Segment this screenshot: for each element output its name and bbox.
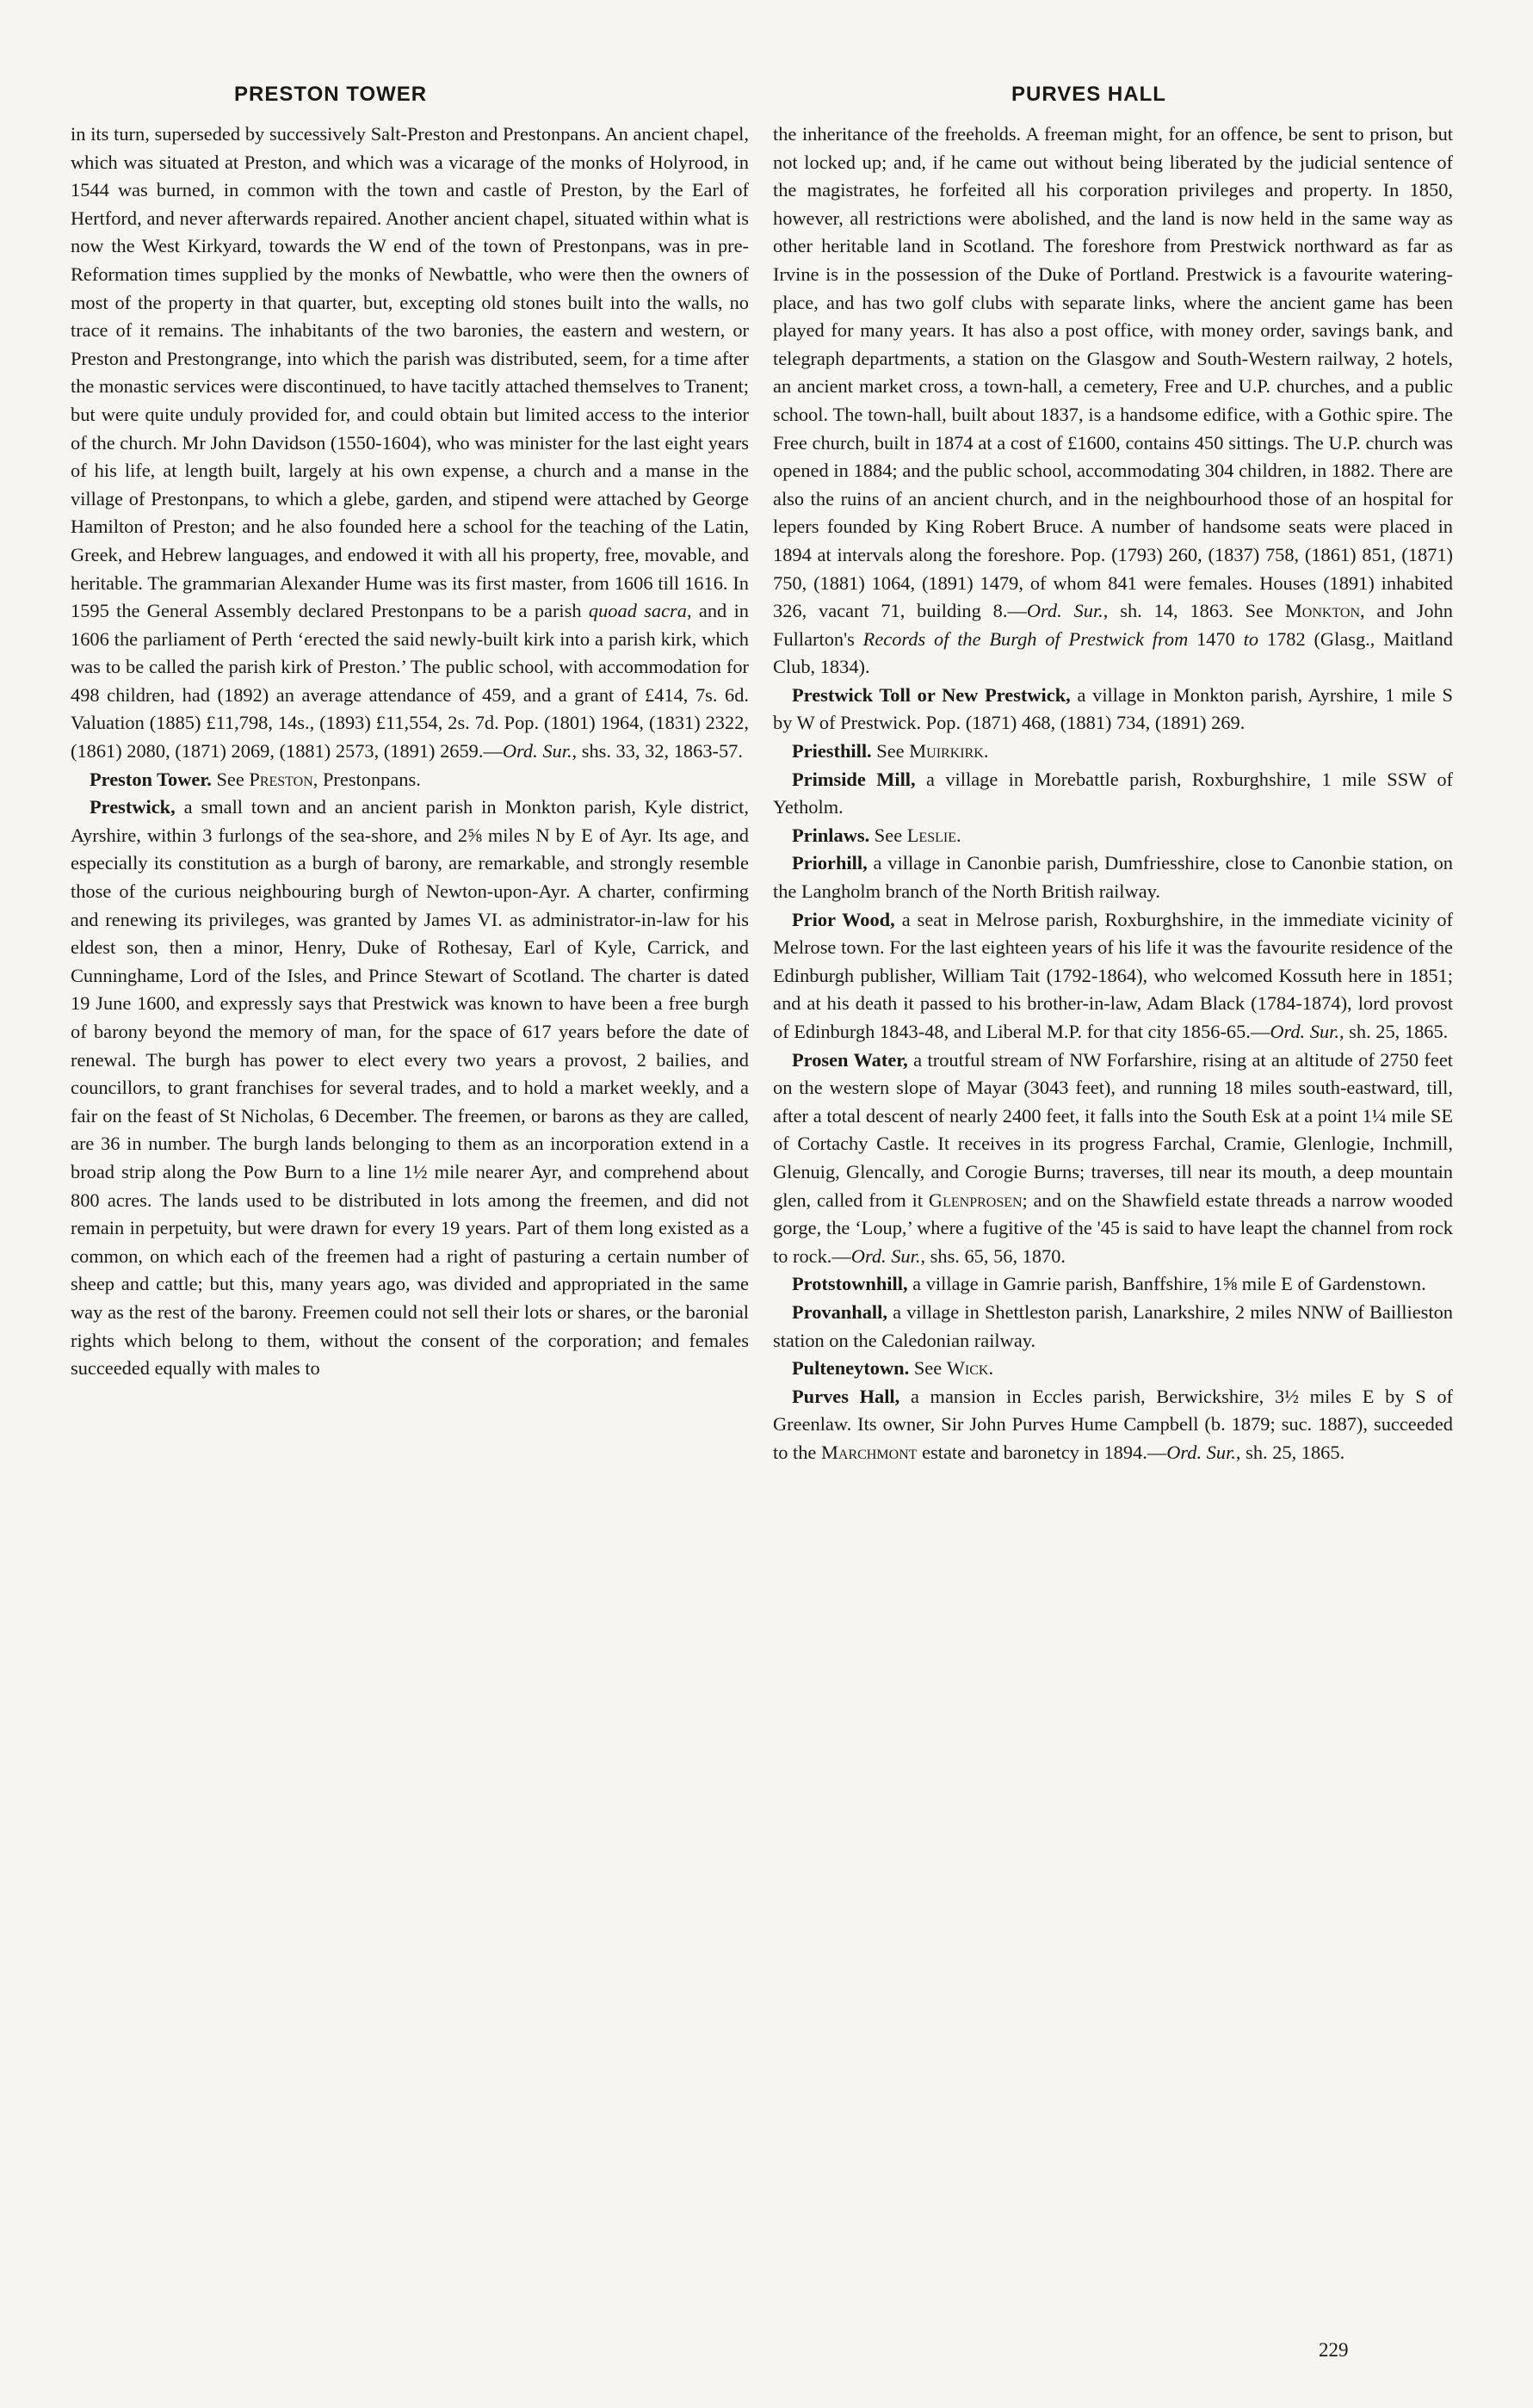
entry-preston-tower: Preston Tower. See Preston, Prestonpans. [90, 768, 421, 790]
page-number: 229 [1319, 2339, 1349, 2361]
entry-priorhill: Priorhill, a village in Canonbie parish, Dumfriesshire, close to Canonbie station, on the Langholm branch of the North British railway. [773, 852, 1453, 903]
entry-prestwick-toll: Prestwick Toll or New Prestwick, a village in Monkton parish, Ayrshire, 1 mile S by W of Prestwick. Pop. (1871) 468, (1881) 734, (1891) 269. [773, 683, 1453, 734]
running-head-right: PURVES HALL [1011, 83, 1166, 106]
entry-heading: Purves Hall, [792, 1385, 900, 1407]
entry-heading: Prinlaws. [792, 824, 870, 846]
cross-reference: Muirkirk [909, 740, 984, 763]
entry-pulteneytown: Pulteneytown. See Wick. [792, 1357, 994, 1380]
entry-heading: Prestwick, [90, 796, 176, 818]
entry-heading: Prestwick Toll or New Prestwick, [792, 683, 1071, 706]
cross-reference: Wick [946, 1357, 989, 1380]
running-head-left: PRESTON TOWER [234, 83, 428, 106]
entry-heading: Priesthill. [792, 740, 872, 763]
cross-reference: Monkton [1284, 600, 1361, 622]
entry-heading: Provanhall, [792, 1300, 887, 1323]
entry-prinlaws: Prinlaws. See Leslie. [792, 824, 961, 846]
cross-reference: Leslie [906, 824, 956, 846]
entry-protstownhill: Protstownhill, a village in Gamrie parish, Banffshire, 1⅝ mile E of Gardenstown. [792, 1273, 1426, 1295]
entry-primside-mill: Primside Mill, a village in Morebattle parish, Roxburghshire, 1 mile SSW of Yetholm. [773, 768, 1453, 818]
entry-heading: Preston Tower. [90, 768, 212, 790]
entry-heading: Priorhill, [792, 852, 868, 874]
cross-reference: Marchmont [820, 1441, 918, 1463]
cross-reference: Glenprosen [928, 1189, 1023, 1211]
entry-prior-wood: Prior Wood, a seat in Melrose parish, Roxburghshire, in the immediate vicinity of Melrose town. For the last eighteen years of his life it was the favourite residence of the Edinburgh publisher, William Tait (1792-1864), who welcomed Kossuth here in 1851; and at his death it passed to his brother-in-law, Adam Black (1784-1874), lord provost of Edinburgh 1843-48, and Liberal M.P. for that city 1856-65.—Ord. Sur., sh. 25, 1865. [773, 908, 1453, 1042]
entry-heading: Prosen Water, [792, 1048, 908, 1071]
entry-heading: Pulteneytown. [792, 1357, 910, 1380]
entry-prestwick: Prestwick, a small town and an ancient parish in Monkton parish, Kyle district, Ayrshire, within 3 furlongs of the sea-shore, and 2⅝ miles N by E of Ayr. Its age, and especially its constitution as a burgh of barony, are remarkable, and strongly resemble those of the curious neighbouring burgh of Newton-upon-Ayr. A charter, confirming and renewing its privileges, was granted by James VI. as administrator-in-law for his eldest son, then a minor, Henry, Duke of Rothesay, Earl of Kyle, Carrick, and Cunninghame, Lord of the Isles, and Prince Stewart of Scotland. The charter is dated 19 June 1600, and expressly says that Prestwick was known to have been a free burgh of barony beyond the memory of man, for the space of 617 years before the date of renewal. The burgh has power to elect every two years a provost, 2 bailies, and councillors, to grant franchises for several trades, and to hold a market weekly, and a fair on the feast of St Nicholas, 6 December. The freemen, or barons as they are called, are 36 in number. The burgh lands belonging to them as an incorporation extend in a broad strip along the Pow Burn to a line 1½ mile nearer Ayr, and comprehend about 800 acres. The lands used to be distributed in lots among the freemen, and did not remain in perpetuity, but were drawn for every 19 years. Part of them long existed as a common, on which each of the freemen had a right of pasturing a certain number of sheep and cattle; but this, many years ago, was divided and appropriated in the same way as the rest of the barony. Freemen could not sell their lots or shares, or the baronial rights which belong to them, without the consent of the corporation; and females succeeded equally with males to [71, 796, 749, 1380]
entry-priesthill: Priesthill. See Muirkirk. [792, 740, 989, 763]
prestonpans-continuation: in its turn, superseded by successively Salt-Preston and Prestonpans. An ancient chapel, which was situated at Preston, and which was a vicarage of the monks of Holyrood, in 1544 was burned, in common with the town and castle of Preston, by the Earl of Hertford, and never afterwards repaired. Another ancient chapel, situated within what is now the West Kirkyard, towards the W end of the town of Prestonpans, was in pre-Reformation times supplied by the monks of Newbattle, who were then the owners of most of the property in that quarter, but, excepting old stones built into the walls, no trace of it remains. The inhabitants of the two baronies, the eastern and western, or Preston and Prestongrange, into which the parish was distributed, seem, for a time after the monastic services were discontinued, to have tacitly attached themselves to Tranent; but were quite unduly provided for, and could obtain but limited access to the interior of the church. Mr John Davidson (1550-1604), who was minister for the last eight years of his life, at length built, largely at his own expense, a church and a manse in the village of Prestonpans, to which a glebe, garden, and stipend were attached by George Hamilton of Preston; and he also founded here a school for the teaching of the Latin, Greek, and Hebrew languages, and endowed it with all his property, free, movable, and heritable. The grammarian Alexander Hume was its first master, from 1606 till 1616. In 1595 the General Assembly declared Prestonpans to be a parish quoad sacra, and in 1606 the parliament of Perth ‘erected the said newly-built kirk into a parish kirk, which was to be called the parish kirk of Preston.’ The public school, with accommodation for 498 children, had (1892) an average attendance of 459, and a grant of £414, 7s. 6d. Valuation (1885) £11,798, 14s., (1893) £11,554, 2s. 7d. Pop. (1801) 1964, (1831) 2322, (1861) 2080, (1871) 2069, (1881) 2573, (1891) 2659.—Ord. Sur., shs. 33, 32, 1863-57. [71, 123, 749, 763]
left-column [71, 120, 749, 2367]
right-column [773, 120, 1453, 2367]
entry-heading: Primside Mill, [792, 768, 916, 790]
prestwick-continuation: the inheritance of the freeholds. A freeman might, for an offence, be sent to prison, but not locked up; and, if he came out without being liberated by the judicial sentence of the magistrates, he forfeited all his corporation privileges and property. In 1850, however, all restrictions were abolished, and the land is now held in the same way as other heritable land in Scotland. The foreshore from Prestwick northward as far as Irvine is in the possession of the Duke of Portland. Prestwick is a favourite watering-place, and has two golf clubs with separate links, where the ancient game has been played for many years. It has also a post office, with money order, savings bank, and telegraph departments, a station on the Glasgow and South-Western railway, 2 hotels, an ancient market cross, a town-hall, a cemetery, Free and U.P. churches, and a public school. The town-hall, built about 1837, is a handsome edifice, with a Gothic spire. The Free church, built in 1874 at a cost of £1600, contains 450 sittings. The U.P. church was opened in 1884; and the public school, accommodating 304 children, in 1882. There are also the ruins of an ancient church, and in the neighbourhood those of an hospital for lepers founded by King Robert Bruce. A number of handsome seats were placed in 1894 at intervals along the foreshore. Pop. (1793) 260, (1837) 758, (1861) 851, (1871) 750, (1881) 1064, (1891) 1479, of whom 841 were females. Houses (1891) inhabited 326, vacant 71, building 8.—Ord. Sur., sh. 14, 1863. See Monkton, and John Fullarton's Records of the Burgh of Prestwick from 1470 to 1782 (Glasg., Maitland Club, 1834). [773, 123, 1453, 678]
entry-heading: Protstownhill, [792, 1273, 908, 1295]
cross-reference: Preston [249, 768, 313, 790]
entry-heading: Prior Wood, [792, 908, 895, 930]
entry-purves-hall: Purves Hall, a mansion in Eccles parish, Berwickshire, 3½ miles E by S of Greenlaw. Its owner, Sir John Purves Hume Campbell (b. 1879; suc. 1887), succeeded to the Marchmont estate and baronetcy in 1894.—Ord. Sur., sh. 25, 1865. [773, 1385, 1453, 1463]
entry-prosen-water: Prosen Water, a troutful stream of NW Forfarshire, rising at an altitude of 2750 feet on the western slope of Mayar (3043 feet), and running 18 miles south-eastward, till, after a total descent of nearly 2400 feet, it falls into the South Esk at a point 1¼ mile SE of Cortachy Castle. It receives in its progress Farchal, Cramie, Glenlogie, Inchmill, Glenuig, Glencally, and Corogie Burns; traverses, till near its mouth, a deep mountain glen, called from it Glenprosen; and on the Shawfield estate threads a narrow wooded gorge, the ‘Loup,’ where a fugitive of the '45 is said to have leapt the channel from rock to rock.—Ord. Sur., shs. 65, 56, 1870. [773, 1048, 1453, 1267]
entry-provanhall: Provanhall, a village in Shettleston parish, Lanarkshire, 2 miles NNW of Baillieston station on the Caledonian railway. [773, 1300, 1453, 1351]
